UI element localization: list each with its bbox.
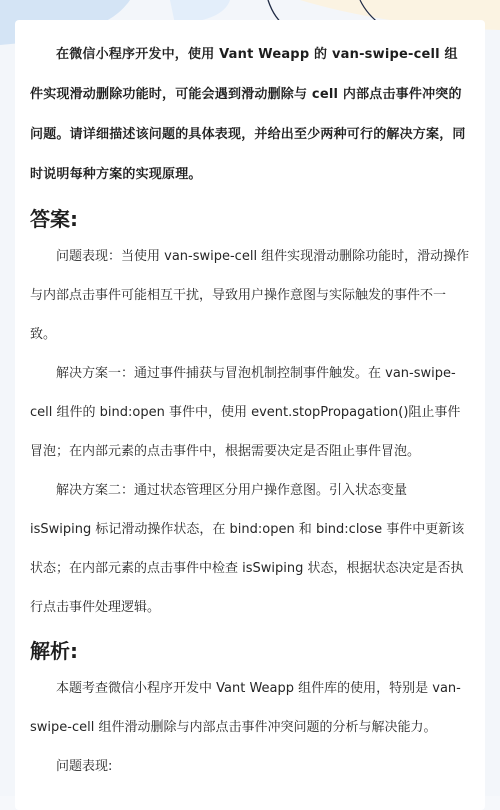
answer-paragraph: 解决方案二：通过状态管理区分用户操作意图。引入状态变量 isSwiping 标记滑动操作状态，在 bind:open 和 bind:close 事件中更新该状态；在内部元素的点击事件中检查 isSwiping 状态，根据状态决定是否执行点击事件处理逻辑。 [30,483,465,615]
answer-paragraph: 问题表现：当使用 van-swipe-cell 组件实现滑动删除功能时，滑动操作与内部点击事件可能相互干扰，导致用户操作意图与实际触发的事件不一致。 [30,249,470,342]
analysis-paragraph: 问题表现: [56,759,113,774]
answer-paragraph: 解决方案一：通过事件捕获与冒泡机制控制事件触发。在 van-swipe-cell 组件的 bind:open 事件中，使用 event.stopPropagation()阻止事件冒泡；在内部元素的点击事件中，根据需要决定是否阻止事件冒泡。 [30,366,461,459]
analysis-heading: 解析: [30,639,78,663]
question-text: 在微信小程序开发中，使用 Vant Weapp 的 van-swipe-cell 组件实现滑动删除功能时，可能会遇到滑动删除与 cell 内部点击事件冲突的问题。请详细描述该问题的具体表现，并给出至少两种可行的解决方案，同时说明每种方案的实现原理。 [30,47,466,182]
analysis-paragraph: 本题考查微信小程序开发中 Vant Weapp 组件库的使用，特别是 van-swipe-cell 组件滑动删除与内部点击事件冲突问题的分析与解决能力。 [30,681,461,735]
document-content [30,35,470,786]
answer-heading: 答案: [30,207,78,231]
